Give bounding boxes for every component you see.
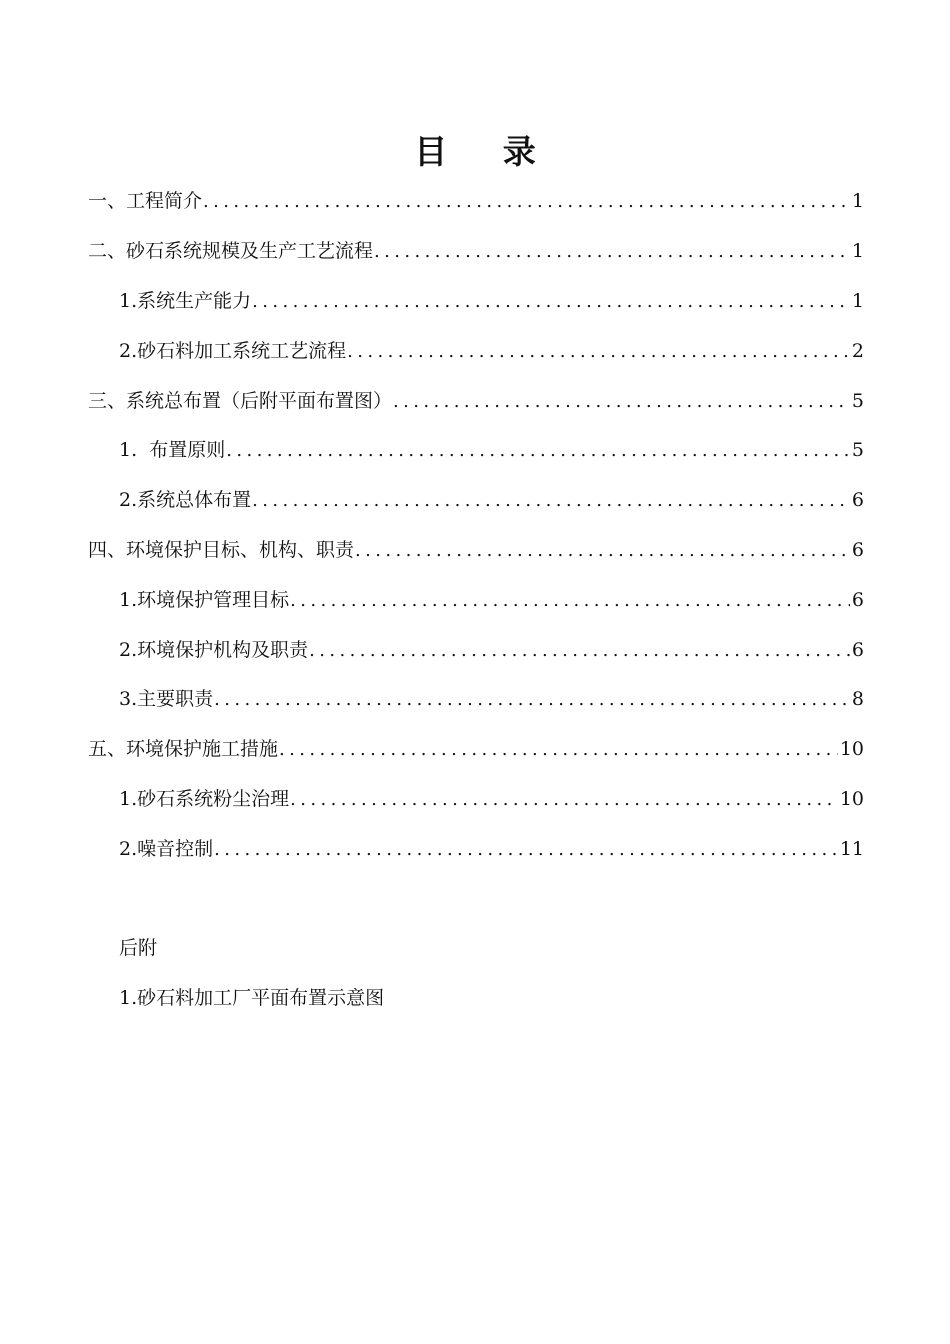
toc-entry-4[interactable] — [88, 535, 864, 565]
toc-leader-dots — [290, 586, 850, 616]
toc-entry-label: 四、环境保护目标、机构、职责 — [88, 539, 355, 561]
toc-leader-dots — [309, 636, 850, 666]
toc-entry-label: 1.砂石系统粉尘治理 — [119, 788, 290, 810]
toc-page-number: 5 — [851, 439, 864, 461]
toc-entry-3-1[interactable] — [119, 435, 864, 465]
toc-leader-dots — [279, 735, 838, 765]
toc-leader-dots — [355, 536, 850, 566]
toc-page-number: 6 — [851, 539, 864, 561]
toc-entry-4-3[interactable] — [119, 684, 864, 714]
toc-page-number: 2 — [851, 340, 864, 362]
toc-entry-label: 三、系统总布置（后附平面布置图） — [88, 390, 393, 412]
toc-entry-5[interactable] — [88, 734, 864, 764]
toc-entry-5-1[interactable] — [119, 784, 864, 814]
toc-entry-4-1[interactable] — [119, 585, 864, 615]
toc-entry-label: 3.主要职责 — [119, 688, 214, 710]
toc-entry-label: 2.砂石料加工系统工艺流程 — [119, 340, 347, 362]
toc-page-number: 6 — [851, 489, 864, 511]
toc-entry-2[interactable] — [88, 236, 864, 266]
toc-leader-dots — [252, 287, 850, 317]
toc-page-number: 5 — [851, 390, 864, 412]
toc-entry-4-2[interactable] — [119, 635, 864, 665]
toc-leader-dots — [214, 685, 850, 715]
toc-page-number: 8 — [851, 688, 864, 710]
toc-page-number: 11 — [839, 838, 864, 860]
toc-entry-label: 一、工程简介 — [88, 190, 203, 212]
toc-entry-2-1[interactable] — [119, 286, 864, 316]
appendix-heading: 后附 — [119, 937, 158, 959]
appendix-item: 1.砂石料加工厂平面布置示意图 — [119, 987, 385, 1009]
toc-page-number: 1 — [851, 190, 864, 212]
toc-entry-label: 2.环境保护机构及职责 — [119, 639, 309, 661]
toc-page-number: 1 — [851, 290, 864, 312]
toc-entry-label: 二、砂石系统规模及生产工艺流程 — [88, 240, 374, 262]
toc-entry-label: 1. 布置原则 — [119, 439, 226, 461]
toc-page-number: 10 — [839, 738, 864, 760]
toc-entry-3-2[interactable] — [119, 485, 864, 515]
toc-entry-label: 五、环境保护施工措施 — [88, 738, 279, 760]
toc-leader-dots — [226, 436, 850, 466]
toc-entry-3[interactable] — [88, 386, 864, 416]
toc-page-number: 6 — [851, 639, 864, 661]
toc-entry-5-2[interactable] — [119, 834, 864, 864]
toc-leader-dots — [393, 387, 850, 417]
toc-entry-label: 2.噪音控制 — [119, 838, 214, 860]
toc-leader-dots — [347, 337, 850, 367]
toc-entry-1[interactable] — [88, 186, 864, 216]
toc-page-number: 1 — [851, 240, 864, 262]
toc-leader-dots — [374, 237, 850, 267]
toc-entry-2-2[interactable] — [119, 336, 864, 366]
toc-leader-dots — [214, 835, 838, 865]
page-title: 目 录 — [414, 132, 558, 171]
toc-entry-label: 1.环境保护管理目标 — [119, 589, 290, 611]
toc-page-number: 10 — [839, 788, 864, 810]
toc-leader-dots — [290, 785, 838, 815]
toc-leader-dots — [203, 187, 850, 217]
toc-entry-label: 2.系统总体布置 — [119, 489, 252, 511]
toc-leader-dots — [252, 486, 850, 516]
toc-entry-label: 1.系统生产能力 — [119, 290, 252, 312]
toc-page-number: 6 — [851, 589, 864, 611]
